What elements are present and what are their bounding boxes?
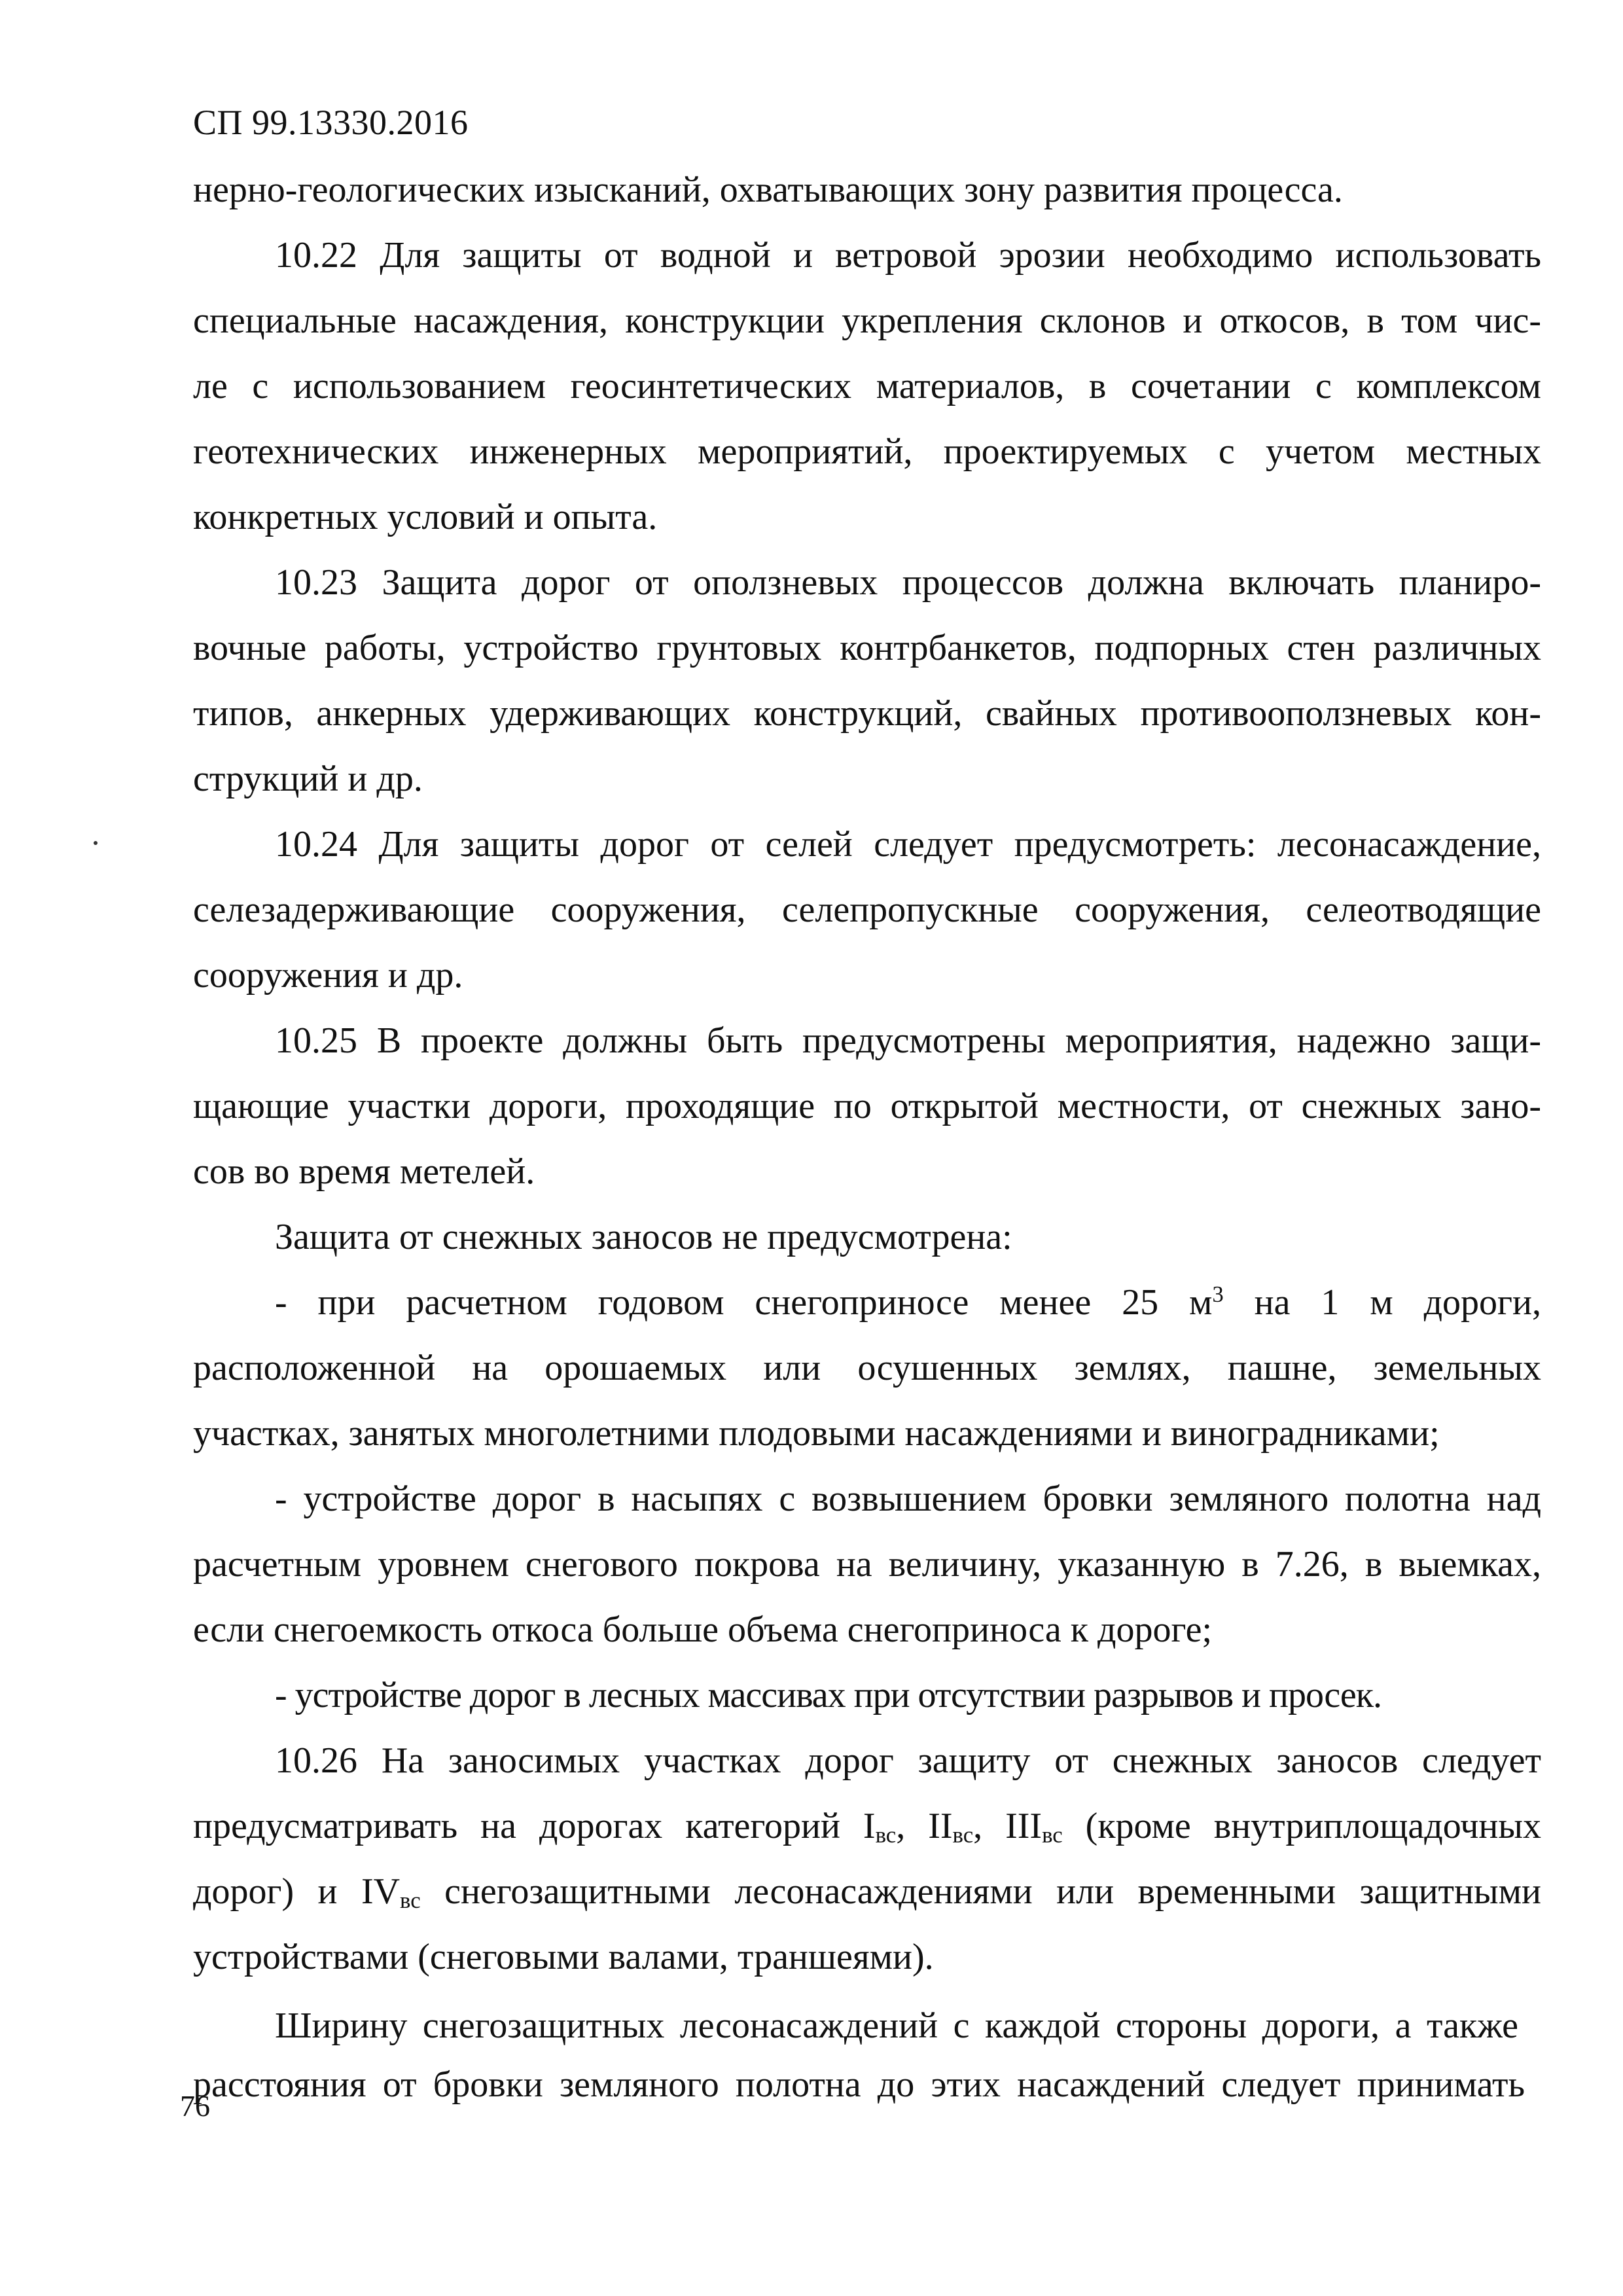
page-number: 76: [180, 2089, 210, 2123]
text-line: расположенной на орошаемых или осушенных землях, пашне, земельных: [193, 1348, 1541, 1388]
text-line: [193, 1806, 1541, 1848]
text-segment: снегозащитными лесонасаждениями или временными защитными: [420, 1871, 1542, 1912]
text-line: [193, 1871, 1542, 1913]
text-line: селезадерживающие сооружения, селепропускные сооружения, селеотводящие: [193, 889, 1541, 930]
text-line: устройствами (снеговыми валами, траншеями).: [193, 1937, 934, 1977]
text-line: сов во время метелей.: [193, 1151, 535, 1192]
list-item-line: - устройстве дорог в лесных массивах при отсутствии разрывов и просек.: [275, 1675, 1382, 1715]
text-segment: , II: [896, 1806, 953, 1846]
text-line: вочные работы, устройство грунтовых контрбанкетов, подпорных стен различных: [193, 628, 1541, 668]
text-line: конкретных условий и опыта.: [193, 497, 658, 537]
text-segment: - при расчетном годовом снегоприносе менее 25 м: [275, 1282, 1213, 1323]
text-line: участках, занятых многолетними плодовыми насаждениями и виноградниками;: [193, 1413, 1440, 1454]
text-line: специальные насаждения, конструкции укрепления склонов и откосов, в том чис-: [193, 300, 1541, 341]
text-line: сооружения и др.: [193, 955, 463, 996]
text-line: типов, анкерных удерживающих конструкций, свайных противооползневых кон-: [193, 693, 1541, 734]
text-segment: на 1 м дороги,: [1223, 1282, 1541, 1323]
list-item-line: - устройстве дорог в насыпях с возвышением бровки земляного полотна над: [275, 1479, 1541, 1519]
text-line: расчетным уровнем снегового покрова на величину, указанную в 7.26, в выемках,: [193, 1544, 1541, 1585]
text-segment: , III: [973, 1806, 1043, 1846]
text-line: Защита от снежных заносов не предусмотрена:: [275, 1217, 1012, 1257]
text-line: нерно-геологических изысканий, охватывающих зону развития процесса.: [193, 170, 1343, 210]
text-line: ле с использованием геосинтетических материалов, в сочетании с комплексом: [193, 366, 1541, 406]
subscript: вс: [1042, 1821, 1063, 1848]
text-line: щающие участки дороги, проходящие по открытой местности, от снежных зано-: [193, 1086, 1541, 1126]
document-code: СП 99.13330.2016: [193, 103, 469, 142]
scan-speck: [94, 841, 98, 845]
clause-10-23-line: 10.23 Защита дорог от оползневых процессов должна включать планиро-: [275, 562, 1541, 603]
text-line: расстояния от бровки земляного полотна до этих насаждений следует принимать: [193, 2064, 1525, 2105]
text-line: геотехнических инженерных мероприятий, проектируемых с учетом местных: [193, 431, 1541, 472]
text-segment: (кроме внутриплощадочных: [1062, 1806, 1541, 1846]
text-segment: предусматривать на дорогах категорий I: [193, 1806, 876, 1846]
clause-10-22-line: 10.22 Для защиты от водной и ветровой эрозии необходимо использовать: [275, 235, 1541, 276]
clause-10-26-line: 10.26 На заносимых участках дорог защиту от снежных заносов следует: [275, 1740, 1541, 1781]
clause-10-24-line: 10.24 Для защиты дорог от селей следует предусмотреть: лесонасаждение,: [275, 824, 1541, 865]
subscript: вс: [875, 1821, 897, 1848]
text-line: если снегоемкость откоса больше объема снегоприноса к дороге;: [193, 1609, 1213, 1650]
clause-10-25-line: 10.25 В проекте должны быть предусмотрены мероприятия, надежно защи-: [275, 1020, 1541, 1061]
subscript: вс: [400, 1887, 421, 1913]
text-line: Ширину снегозащитных лесонасаждений с каждой стороны дороги, а также: [275, 2005, 1518, 2046]
list-item-line: [275, 1281, 1541, 1323]
superscript: 3: [1212, 1281, 1224, 1307]
text-line: струкций и др.: [193, 759, 423, 799]
text-segment: дорог) и IV: [193, 1871, 401, 1912]
subscript: вс: [952, 1821, 974, 1848]
